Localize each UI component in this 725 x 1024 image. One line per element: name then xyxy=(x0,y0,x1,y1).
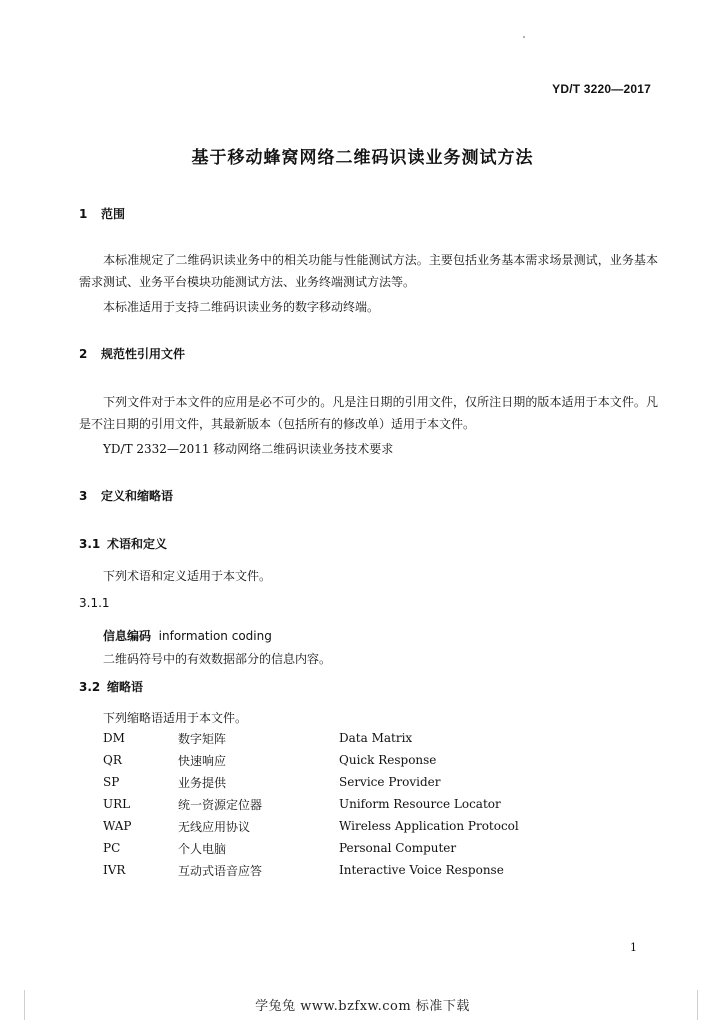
abbreviation: DM xyxy=(103,731,125,745)
abbreviation-row xyxy=(103,727,519,749)
section-1-heading xyxy=(79,205,125,222)
standard-code: YD/T 3220—2017 xyxy=(552,82,651,96)
page-number: 1 xyxy=(630,941,637,954)
abbreviation-english: Service Provider xyxy=(339,775,441,789)
abbreviations-table xyxy=(103,727,519,881)
abbreviation-row xyxy=(103,815,519,837)
abbreviation-english: Interactive Voice Response xyxy=(339,863,504,877)
section-3-1-heading xyxy=(79,535,167,552)
term-chinese: 信息编码 xyxy=(103,629,152,643)
abbreviation: PC xyxy=(103,841,121,855)
section-title: 规范性引用文件 xyxy=(101,347,186,361)
abbreviation-english: Data Matrix xyxy=(339,731,413,745)
abbreviation-english: Wireless Application Protocol xyxy=(339,819,519,833)
section-1-paragraph-1 xyxy=(79,249,658,293)
term-number: 3.1.1 xyxy=(79,596,110,610)
section-title: 范围 xyxy=(101,207,126,221)
abbreviation-row xyxy=(103,771,519,793)
section-title: 定义和缩略语 xyxy=(101,489,174,503)
normative-reference: YD/T 2332—2011 移动网络二维码识读业务技术要求 xyxy=(103,442,394,456)
section-2-paragraph-1 xyxy=(79,391,658,435)
section-3-heading xyxy=(79,487,173,504)
abbreviation-chinese: 无线应用协议 xyxy=(178,819,251,834)
section-3-2-heading xyxy=(79,678,143,695)
abbreviation-row xyxy=(103,749,519,771)
abbreviation-english: Uniform Resource Locator xyxy=(339,797,501,811)
term-definition: 二维码符号中的有效数据部分的信息内容。 xyxy=(103,652,332,666)
footer-watermark: 学兔兔 www.bzfxw.com 标准下载 xyxy=(255,999,470,1014)
abbreviation-row xyxy=(103,793,519,815)
term-entry xyxy=(103,627,272,644)
terms-intro: 下列术语和定义适用于本文件。 xyxy=(103,569,272,583)
section-1-paragraph-2: 本标准适用于支持二维码识读业务的数字移动终端。 xyxy=(103,300,380,314)
abbreviation-english: Quick Response xyxy=(339,753,437,767)
section-title: 缩略语 xyxy=(107,680,144,694)
abbreviation-chinese: 个人电脑 xyxy=(178,841,227,856)
section-number: 1 xyxy=(79,207,88,221)
section-number: 3 xyxy=(79,489,88,503)
abbreviation-chinese: 业务提供 xyxy=(178,775,227,790)
document-title: 基于移动蜂窝网络二维码识读业务测试方法 xyxy=(191,148,534,168)
abbreviations-intro: 下列缩略语适用于本文件。 xyxy=(103,711,248,725)
abbreviation: WAP xyxy=(103,819,132,833)
abbreviation: QR xyxy=(103,753,122,767)
abbreviation: SP xyxy=(103,775,120,789)
abbreviation-chinese: 数字矩阵 xyxy=(178,731,227,746)
scan-speck xyxy=(523,36,525,38)
abbreviation-english: Personal Computer xyxy=(339,841,457,855)
section-number: 3.1 xyxy=(79,537,101,551)
abbreviation-row xyxy=(103,837,519,859)
section-number: 2 xyxy=(79,347,88,361)
abbreviation: URL xyxy=(103,797,131,811)
paragraph-text: 本标准规定了二维码识读业务中的相关功能与性能测试方法。主要包括业务基本需求场景测试，业务基本需求测试、业务平台模块功能测试方法、业务终端测试方法等。 xyxy=(79,253,658,289)
abbreviation-chinese: 互动式语音应答 xyxy=(178,863,263,878)
abbreviation-row xyxy=(103,859,519,881)
paragraph-text: 下列文件对于本文件的应用是必不可少的。凡是注日期的引用文件，仅所注日期的版本适用于本文件。凡是不注日期的引用文件，其最新版本（包括所有的修改单）适用于本文件。 xyxy=(79,395,658,431)
section-title: 术语和定义 xyxy=(107,537,168,551)
abbreviation-chinese: 快速响应 xyxy=(178,753,227,768)
abbreviation-chinese: 统一资源定位器 xyxy=(178,797,263,812)
term-english: information coding xyxy=(158,629,272,643)
abbreviation: IVR xyxy=(103,863,126,877)
section-number: 3.2 xyxy=(79,680,101,694)
section-2-heading xyxy=(79,345,185,362)
